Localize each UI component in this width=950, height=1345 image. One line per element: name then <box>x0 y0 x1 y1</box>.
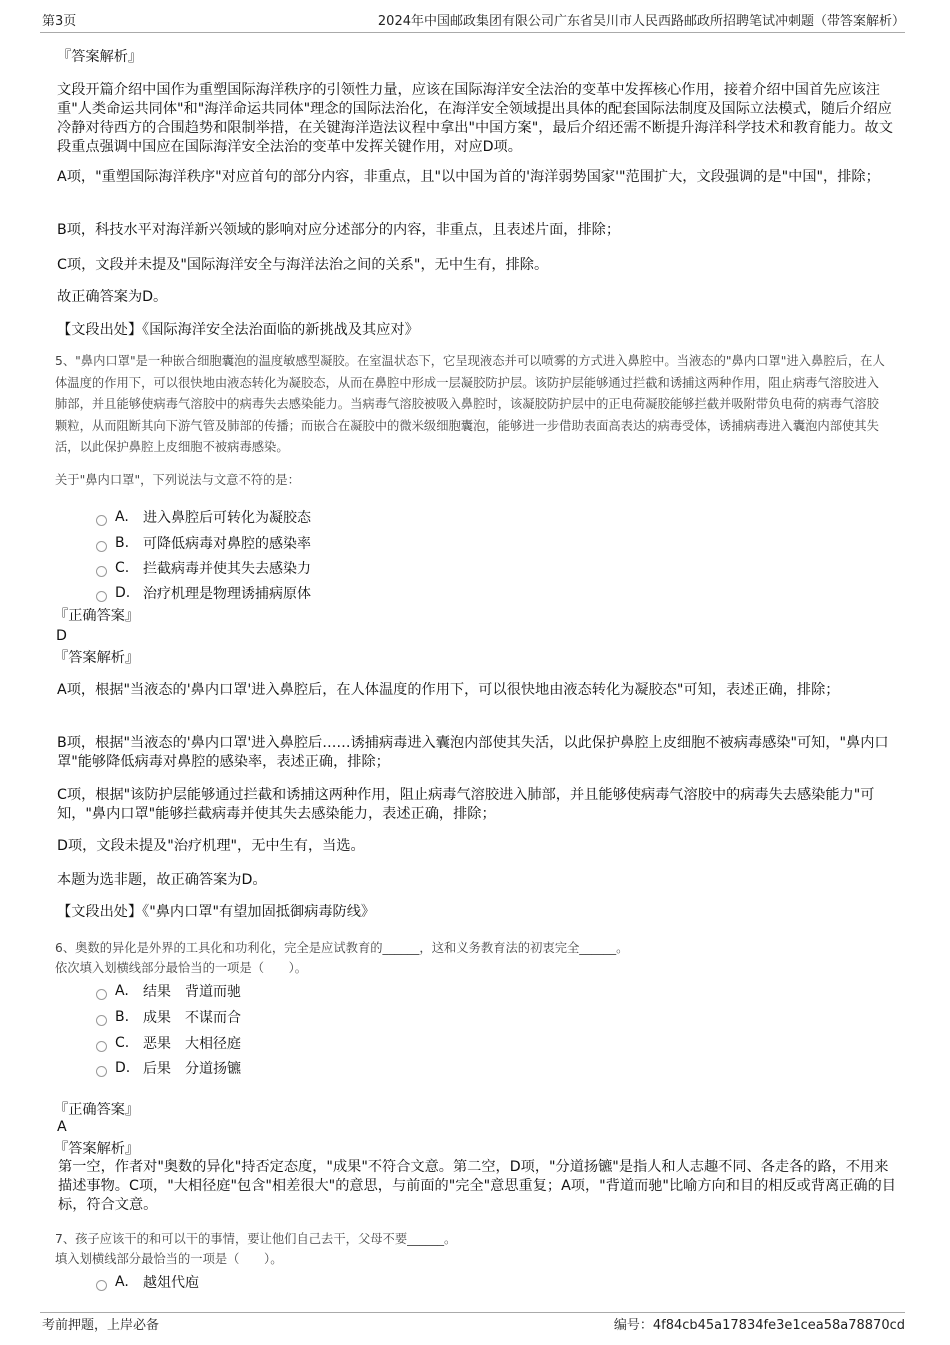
analysis-text: 文段开篇介绍中国作为重塑国际海洋秩序的引领性力量，应该在国际海洋安全法治的变革中发挥核心作用，接着介绍中国首先应该注重"人类命运共同体"和"海洋命运共同体"理念的国际法治化，在海洋安全领域提出具体的配套国际法制度及国际立法模式，随后介绍应冷静对待西方的合围趋势和限制举措，在关键海洋造法议程中拿出"中国方案"，最后介绍还需不断提升海洋科学技术和教育能力。故文段重点强调中国应在国际海洋安全法治的变革中发挥关键作用，对应D项。 <box>57 82 893 155</box>
analysis-option-a: A项，根据"当液态的'鼻内口罩'进入鼻腔后，在人体温度的作用下，可以很快地由液态转化为凝胶态"可知，表述正确，排除； <box>57 682 840 698</box>
radio-button[interactable] <box>96 515 107 526</box>
option-d[interactable] <box>96 1058 241 1078</box>
option-b[interactable] <box>96 1007 241 1027</box>
option-b[interactable] <box>96 533 311 553</box>
analysis-option-b: B项，根据"当液态的'鼻内口罩'进入鼻腔后……诱捕病毒进入囊泡内部使其失活，以此保护鼻腔上皮细胞不被病毒感染"可知，"鼻内口罩"能够降低病毒对鼻腔的感染率，表述正确，排除； <box>57 735 889 770</box>
analysis-option-b: B项，科技水平对海洋新兴领域的影响对应分述部分的内容，非重点，且表述片面，排除； <box>57 222 621 238</box>
correct-answer: D <box>56 628 67 644</box>
option-letter: D. <box>115 1060 131 1076</box>
analysis-label: 『答案解析』 <box>54 650 140 666</box>
option-letter: B. <box>115 1009 130 1025</box>
question-5-stem: 5、"鼻内口罩"是一种嵌合细胞囊泡的温度敏感型凝胶。在室温状态下，它呈现液态并可以喷雾的方式进入鼻腔中。当液态的"鼻内口罩"进入鼻腔后，在人体温度的作用下，可以很快地由液态转化为凝胶态，从而在鼻腔中形成一层凝胶防护层。该防护层能够通过拦截和诱捕这两种作用，阻止病毒气溶胶进入肺部，并且能够使病毒气溶胶中的病毒失去感染能力。当病毒气溶胶被吸入鼻腔时，该凝胶防护层中的正电荷凝胶能够拦截并吸附带负电荷的病毒气溶胶颗粒，从而阻断其向下游气管及肺部的传播；而嵌合在凝胶中的微米级细胞囊泡，能够进一步借助表面高表达的病毒受体，诱捕病毒进入囊泡内部使其失活，以此保护鼻腔上皮细胞不被病毒感染。 <box>55 354 885 454</box>
option-text: 进入鼻腔后可转化为凝胶态 <box>143 510 311 526</box>
radio-button[interactable] <box>96 989 107 1000</box>
option-d[interactable] <box>96 583 311 603</box>
option-a[interactable] <box>96 1272 199 1292</box>
radio-button[interactable] <box>96 566 107 577</box>
footer-divider <box>40 1312 905 1313</box>
radio-button[interactable] <box>96 1041 107 1052</box>
page-number: 第3页 <box>42 14 77 29</box>
analysis-option-c: C项，文段并未提及"国际海洋安全与海洋法治之间的关系"，无中生有，排除。 <box>57 257 549 273</box>
option-a[interactable] <box>96 981 241 1001</box>
document-title: 2024年中国邮政集团有限公司广东省吴川市人民西路邮政所招聘笔试冲刺题（带答案解析） <box>377 14 905 29</box>
source-citation: 【文段出处】《国际海洋安全法治面临的新挑战及其应对》 <box>57 322 419 338</box>
option-letter: D. <box>115 585 131 601</box>
analysis-label: 『答案解析』 <box>57 49 143 65</box>
radio-button[interactable] <box>96 1015 107 1026</box>
document-id: 编号：4f84cb45a17834fe3e1cea58a78870cd <box>613 1318 905 1333</box>
option-c[interactable] <box>96 1033 241 1053</box>
question-7-stem: 7、孩子应该干的和可以干的事情，要让他们自己去干，父母不要______。 <box>55 1232 457 1246</box>
option-text: 后果 分道扬镳 <box>143 1061 241 1077</box>
option-letter: C. <box>115 1035 130 1051</box>
analysis-conclusion: 故正确答案为D。 <box>57 289 168 305</box>
analysis-option-a: A项，"重塑国际海洋秩序"对应首句的部分内容，非重点，且"以中国为首的'海洋弱势国家'"范围扩大，文段强调的是"中国"，排除； <box>57 169 880 185</box>
question-5-prompt: 关于"鼻内口罩"，下列说法与文意不符的是： <box>55 473 300 487</box>
option-text: 成果 不谋而合 <box>143 1010 241 1026</box>
radio-button[interactable] <box>96 591 107 602</box>
analysis-label: 『答案解析』 <box>54 1141 140 1157</box>
option-a[interactable] <box>96 507 311 527</box>
option-text: 治疗机理是物理诱捕病原体 <box>143 586 311 602</box>
radio-button[interactable] <box>96 1280 107 1291</box>
radio-button[interactable] <box>96 1066 107 1077</box>
question-7-prompt: 填入划横线部分最恰当的一项是（ ）。 <box>55 1252 283 1266</box>
correct-answer-label: 『正确答案』 <box>54 608 140 624</box>
analysis-text: 第一空，作者对"奥数的异化"持否定态度，"成果"不符合文意。第二空，D项，"分道扬镳"是指人和人志趣不同、各走各的路，不用来描述事物。C项，"大相径庭"包含"相差很大"的意思，与前面的"完全"意思重复；A项，"背道而驰"比喻方向和目的相反或背离正确的目标，符合文意。 <box>58 1159 896 1213</box>
question-6-stem: 6、奥数的异化是外界的工具化和功利化，完全是应试教育的______，这和义务教育法的初衷完全______。 <box>55 941 629 955</box>
correct-answer-label: 『正确答案』 <box>54 1102 140 1118</box>
option-letter: A. <box>115 509 129 525</box>
analysis-conclusion: 本题为选非题，故正确答案为D。 <box>57 872 267 888</box>
option-text: 可降低病毒对鼻腔的感染率 <box>143 536 311 552</box>
option-text: 恶果 大相径庭 <box>143 1036 241 1052</box>
option-letter: A. <box>115 983 129 999</box>
option-letter: C. <box>115 560 130 576</box>
correct-answer: A <box>57 1119 67 1135</box>
footer-slogan: 考前押题，上岸必备 <box>42 1318 160 1333</box>
header-divider <box>40 32 905 33</box>
analysis-option-d: D项，文段未提及"治疗机理"，无中生有，当选。 <box>57 838 365 854</box>
option-letter: A. <box>115 1274 129 1290</box>
analysis-option-c: C项，根据"该防护层能够通过拦截和诱捕这两种作用，阻止病毒气溶胶进入肺部，并且能够使病毒气溶胶中的病毒失去感染能力"可知，"鼻内口罩"能够拦截病毒并使其失去感染能力，表述正确，排除； <box>57 787 875 822</box>
option-c[interactable] <box>96 558 311 578</box>
option-text: 拦截病毒并使其失去感染力 <box>143 561 311 577</box>
radio-button[interactable] <box>96 541 107 552</box>
question-6-prompt: 依次填入划横线部分最恰当的一项是（ ）。 <box>55 961 308 975</box>
option-text: 越俎代庖 <box>143 1275 199 1291</box>
option-letter: B. <box>115 535 130 551</box>
source-citation: 【文段出处】《"鼻内口罩"有望加固抵御病毒防线》 <box>57 904 376 920</box>
option-text: 结果 背道而驰 <box>143 984 241 1000</box>
